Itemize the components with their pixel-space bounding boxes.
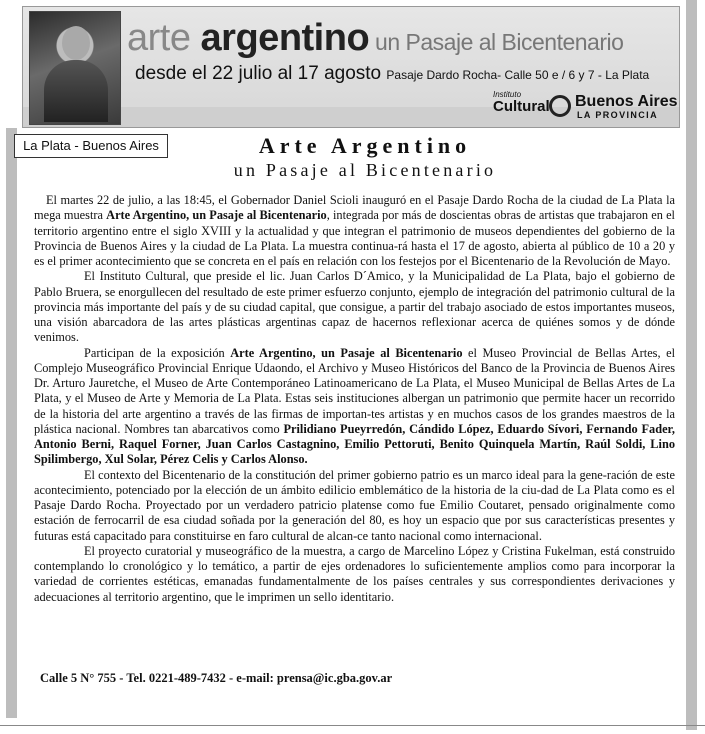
banner-dates (135, 63, 649, 85)
portrait-face (62, 26, 90, 60)
paragraph-1-text-b: , integrada por más de doscientas obras de artistas que trabajaron en el territorio argentino entre el siglo XVIII y la actualidad y que integran el patrimonio de museos dependientes del gobierno de la Provincia de Buenos Aires y la ciudad de La Plata. La muestra continua-rá hasta el 17 de agosto, abierta al público de 10 a 20 y es el primer acontecimiento que se concreta en el país en relación con los festejos por el Bicentenario de la Revolución de Mayo. (34, 208, 675, 268)
paragraph-3 (34, 346, 675, 468)
instituto-cultural-logo (493, 91, 550, 114)
location-tag: La Plata - Buenos Aires (14, 134, 168, 158)
bottom-rule (0, 725, 705, 726)
exhibition-name: Arte Argentino, un Pasaje al Bicentenario (106, 208, 327, 223)
contact-footer: Calle 5 N° 755 - Tel. 0221-489-7432 - e-mail: prensa@ic.gba.gov.ar (40, 671, 393, 685)
logo-ba-line1: Buenos Aires (575, 93, 678, 110)
paragraph-3-text-a: Participan de la exposición (84, 345, 231, 360)
paragraph-1-text-a: El martes 22 de julio, a las 18:45, el Gobernador Daniel Scioli inauguró en el Pasaje Dardo Rocha de la ciudad de La Plata la mega muestra (34, 193, 675, 223)
left-border-bar (6, 128, 17, 718)
logo-ic-line2: Cultural (493, 98, 550, 115)
logo-ic-line1: Instituto (493, 90, 522, 99)
article-body (34, 193, 675, 605)
paragraph-2: El Instituto Cultural, que preside el lic. Juan Carlos D´Amico, y la Municipalidad de La Plata, bajo el gobierno de Pablo Bruera, se enorgullecen del resultado de este primer esfuerzo conjunto, ejemplo de integración del patrimonio cultural de la provincia más importante del país y de su ciudad capital, que consigue, a partir del trabajo asociado de estos importantes museos, una visión abarcadora de las artes plásticas argentinas capaz de hacernos reflexionar acerca de quiénes somos y de dónde venimos. (34, 269, 675, 345)
paragraph-1 (34, 193, 675, 269)
province-seal-icon (549, 95, 571, 117)
article-heading (170, 134, 560, 182)
banner-title (127, 17, 623, 60)
banner-title-bold: argentino (200, 17, 370, 59)
exhibition-banner (22, 6, 680, 128)
right-border-bar (686, 0, 697, 730)
banner-title-sub: un Pasaje al Bicentenario (369, 29, 624, 55)
banner-place: Pasaje Dardo Rocha- Calle 50 e / 6 y 7 - La Plata (386, 68, 650, 82)
portrait-image (29, 11, 121, 125)
portrait-figure (44, 60, 108, 122)
article-title: Arte Argentino (258, 133, 472, 158)
banner-dates-text: desde el 22 julio al 17 agosto (135, 63, 387, 84)
artist-names: Prilidiano Pueyrredón, Cándido López, Eduardo Sívori, Fernando Fader, Antonio Berni, Raquel Forner, Juan Carlos Castagnino, Emilio Pettoruti, Benito Quinquela Martín, Raúl Soldi, Lino Spilimbergo, Xul Solar, Pérez Celis y Carlos Alonso. (34, 421, 675, 467)
article-subtitle: un Pasaje al Bicentenario (233, 160, 497, 180)
banner-title-pre: arte (127, 17, 201, 59)
exhibition-name: Arte Argentino, un Pasaje al Bicentenario (230, 345, 463, 360)
logo-ba-line2: LA PROVINCIA (577, 110, 658, 120)
paragraph-3-text-b: el Museo Provincial de Bellas Artes, el Complejo Museográfico Provincial Enrique Udaondo, el Archivo y Museo Históricos del Banco de la Provincia de Buenos Aires Dr. Arturo Jauretche, el Museo de Arte Contemporáneo Latinoamericano de La Plata, el Museo Municipal de Bellas Artes de La Plata, y el Museo de Arte y Memoria de La Plata. Estas seis instituciones albergan un patrimonio que permite hacer un recorrido de la historia del arte argentino a través de las firmas de importan-tes artistas y en muchos casos de los grandes maestros de la plástica nacional. Nombres tan abarcativos como (34, 345, 676, 436)
paragraph-5: El proyecto curatorial y museográfico de la muestra, a cargo de Marcelino López y Cristina Fukelman, está construido contemplando lo cronológico y lo temático, a partir de ejes ordenadores lo suficientemente amplios como para incorporar la variedad de corrientes estéticas, emanadas fundamentalmente de los países centrales y sus correspondientes derivaciones y adecuaciones al territorio argentino, que le imprimen un sello identitario. (34, 543, 675, 604)
paragraph-4: El contexto del Bicentenario de la constitución del primer gobierno patrio es un marco ideal para la gene-ración de este acontecimiento, potenciado por la elección de un ámbito edilicio emblemático de la historia de la ciu-dad de La Plata como es el Pasaje Dardo Rocha. Proyectado por un verdadero patricio platense como fue Emilio Coutaret, pensado originalmente como estación de ferrocarril de esa ciudad soñada por la generación del 80, es hoy un espacio que por sus características presentes y futuras está capacitado para constituirse en faro cultural de alcan-ce tanto nacional como internacional. (34, 467, 675, 543)
